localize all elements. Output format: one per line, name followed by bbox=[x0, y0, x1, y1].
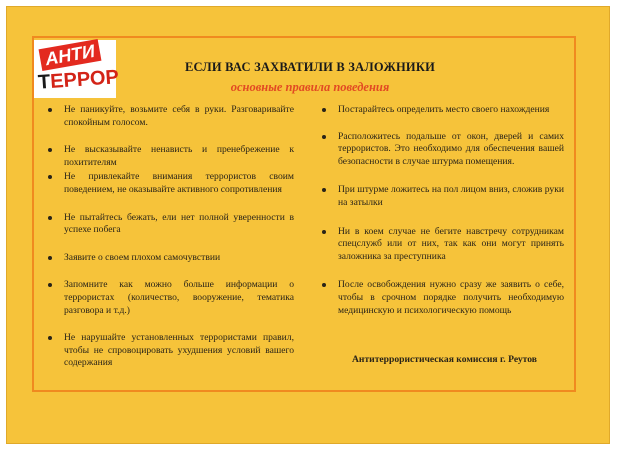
rule-item bbox=[44, 104, 294, 129]
rule-text: Заявите о своем плохом самочувствии bbox=[64, 251, 221, 263]
signature: Антитеррористическая комиссия г. Реутов bbox=[352, 354, 537, 365]
bullet-icon bbox=[48, 108, 52, 112]
rule-item bbox=[44, 171, 294, 196]
bullet-icon bbox=[48, 283, 52, 287]
rule-text: Ни в коем случае не бегите навстречу сотрудникам спецслужб или от них, так как они могут принять заложника за преступника bbox=[338, 225, 564, 262]
bullet-icon bbox=[48, 175, 52, 179]
bullet-icon bbox=[322, 108, 326, 112]
logo-line2 bbox=[37, 65, 119, 95]
rule-text: Не нарушайте установленных террористами правил, чтобы не спровоцировать ухудшения условий вашего содержания bbox=[64, 332, 294, 369]
rule-item bbox=[318, 184, 564, 209]
rule-item bbox=[44, 144, 294, 169]
anti-terror-logo bbox=[34, 40, 120, 98]
bullet-icon bbox=[322, 283, 326, 287]
logo-line2-rest: ЕРРОР bbox=[49, 66, 120, 93]
rule-text: При штурме ложитесь на пол лицом вниз, сложив руки на затылки bbox=[338, 184, 564, 208]
poster-subtitle: основные правила поведения bbox=[230, 80, 390, 94]
right-rules-column bbox=[318, 104, 564, 317]
bullet-icon bbox=[322, 230, 326, 234]
rule-text: Не пытайтесь бежать, ели нет полной уверенности в успехе побега bbox=[64, 211, 294, 236]
rule-text: Не паникуйте, возьмите себя в руки. Разговаривайте спокойным голосом. bbox=[64, 104, 294, 128]
bullet-icon bbox=[48, 148, 52, 152]
rule-item bbox=[318, 104, 564, 117]
bullet-icon bbox=[48, 216, 52, 220]
rule-text: После освобождения нужно сразу же заявить о себе, чтобы в срочном порядке получить необходимую медицинскую и психологическую помощь bbox=[338, 279, 564, 316]
rule-item bbox=[318, 226, 564, 264]
rule-item bbox=[318, 131, 564, 169]
bullet-icon bbox=[322, 135, 326, 139]
logo-line1: АНТИ bbox=[39, 39, 102, 71]
rule-item bbox=[44, 212, 294, 237]
rule-item bbox=[44, 332, 294, 370]
logo-line2-first: Т bbox=[37, 70, 52, 94]
rule-item bbox=[318, 279, 564, 317]
rule-text: Запомните как можно больше информации о террористах (количество, вооружение, тематика разговора и т.д.) bbox=[64, 279, 294, 316]
bullet-icon bbox=[322, 188, 326, 192]
rule-text: Постарайтесь определить место своего нахождения bbox=[338, 104, 550, 115]
rule-item bbox=[44, 279, 294, 317]
poster-title: ЕСЛИ ВАС ЗАХВАТИЛИ В ЗАЛОЖНИКИ bbox=[184, 60, 436, 74]
rule-item bbox=[44, 252, 294, 265]
rule-text: Расположитесь подальше от окон, дверей и самих террористов. Это необходимо для обеспечения вашей безопасности в случае штурма помещения. bbox=[338, 130, 564, 167]
bullet-icon bbox=[48, 336, 52, 340]
rule-text: Не привлекайте внимания террористов своим поведением, не оказывайте активного сопротивления bbox=[64, 171, 294, 195]
left-rules-column bbox=[44, 104, 294, 370]
rule-text: Не высказывайте ненависть и пренебрежение к похитителям bbox=[64, 144, 294, 168]
bullet-icon bbox=[48, 256, 52, 260]
